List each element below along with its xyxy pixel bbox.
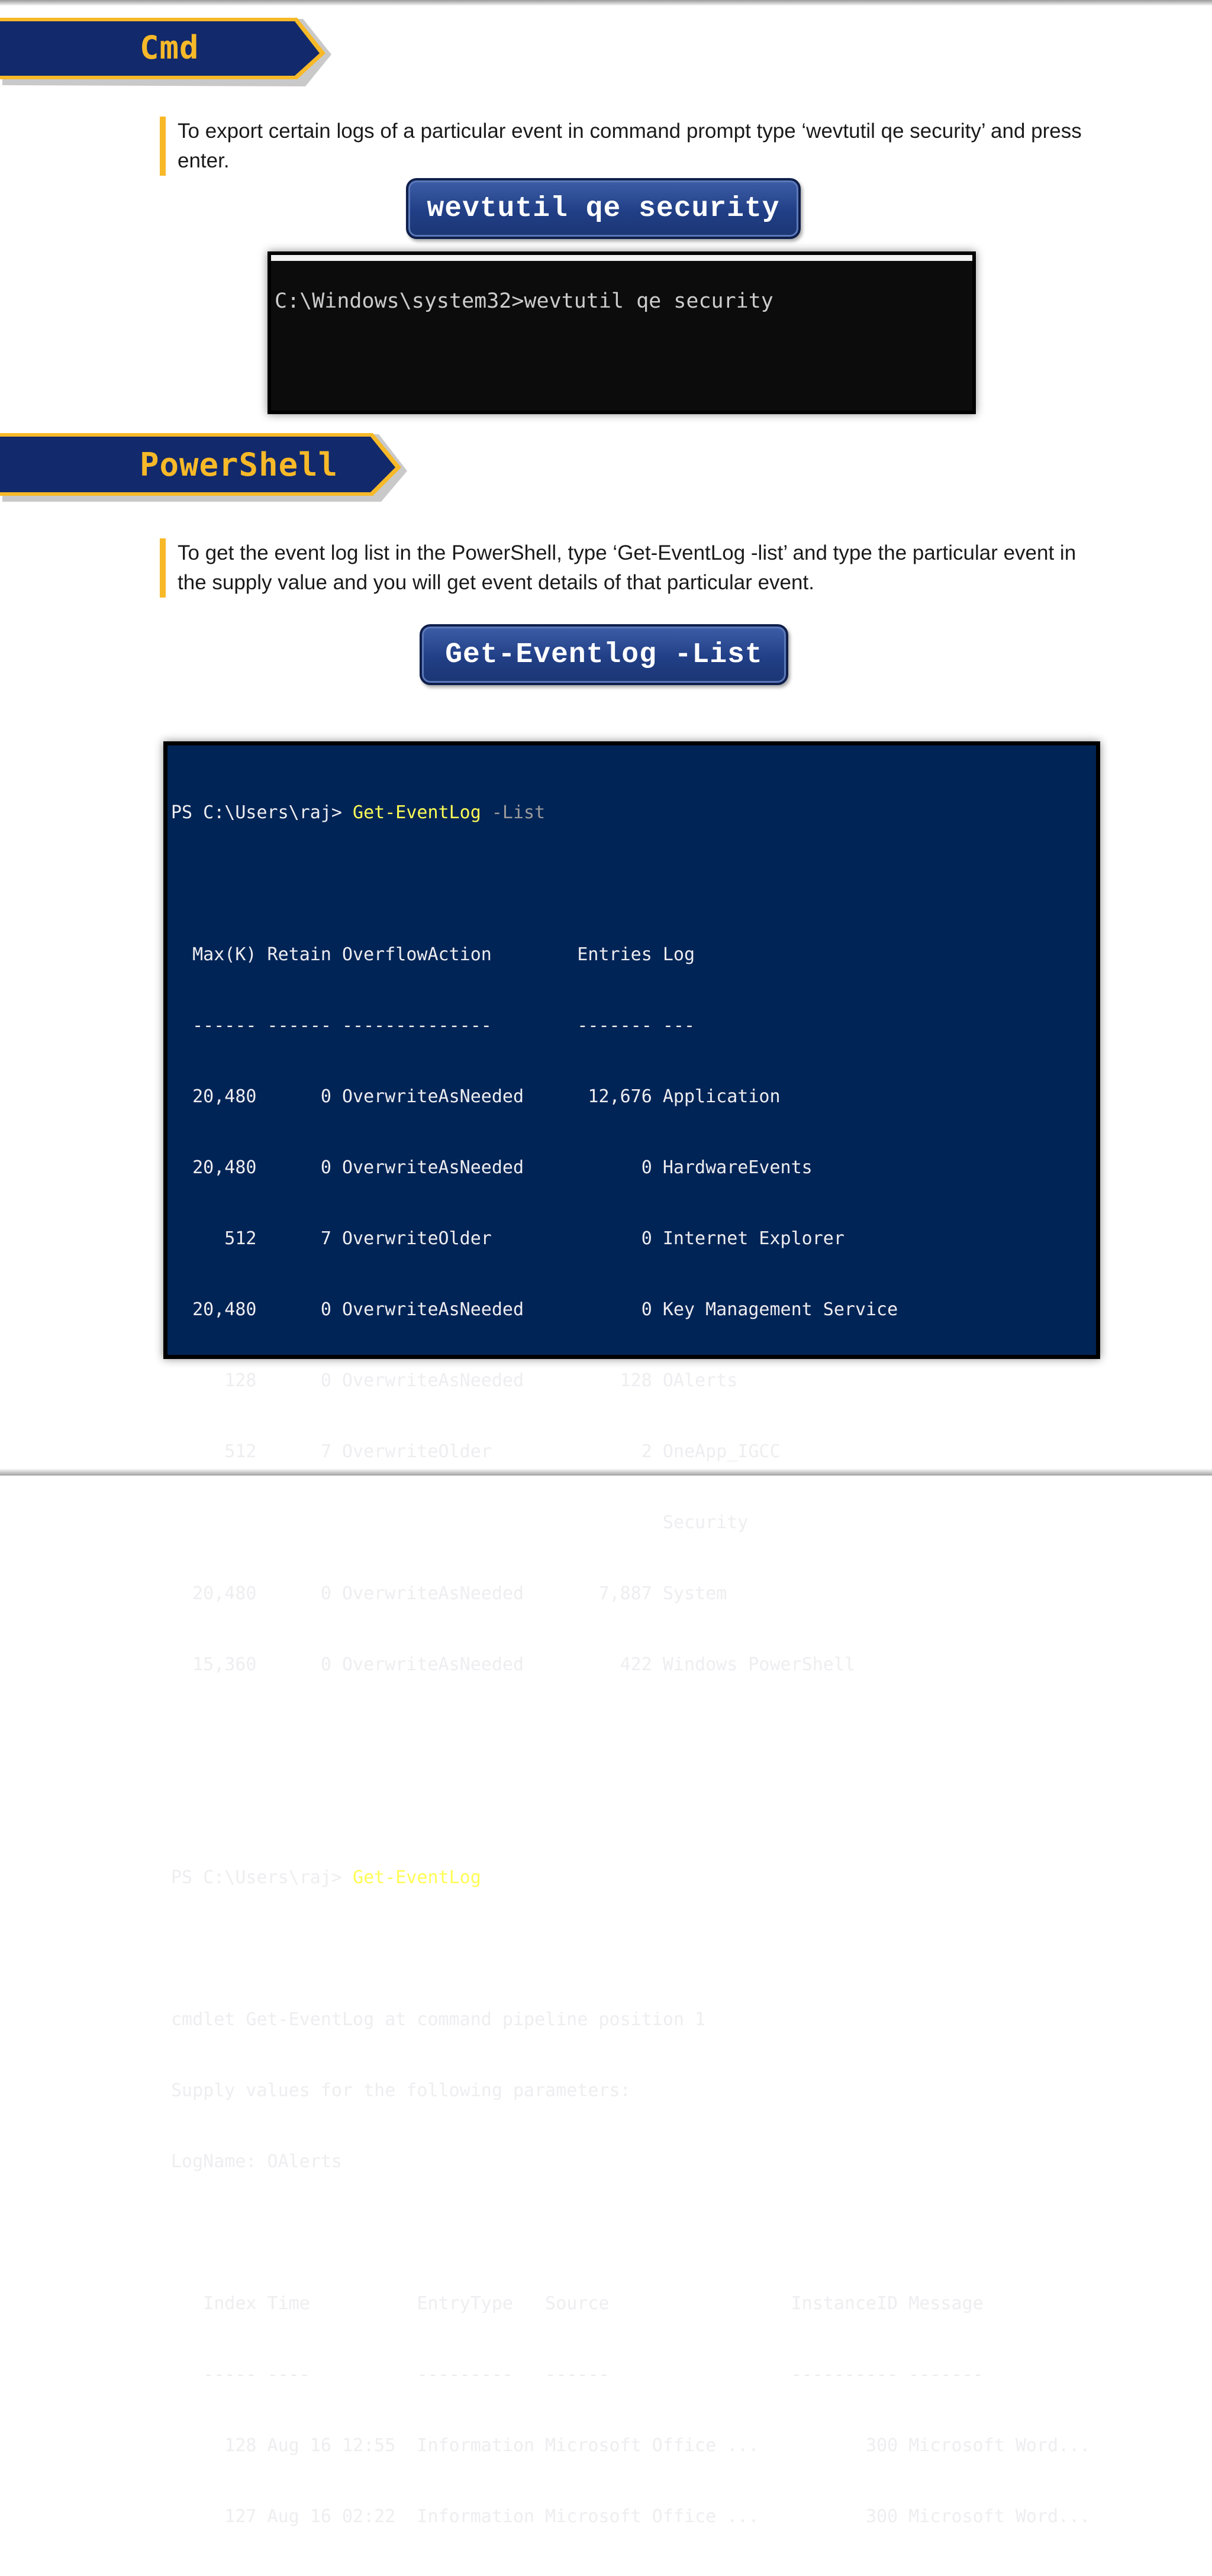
cmd-command-pill: wevtutil qe security <box>406 178 801 239</box>
ps-blank-line <box>171 1937 1090 1961</box>
page-top-edge <box>0 0 1212 6</box>
ps-command-text: Get-EventLog <box>353 1867 481 1888</box>
eventlog-list-row: Security <box>171 1512 749 1533</box>
ps-prompt-text: PS C:\Users\raj> <box>171 1867 353 1888</box>
eventlog-list-row: 15,360 0 OverwriteAsNeeded 422 Windows PowerShell <box>171 1654 855 1675</box>
powershell-instruction-paragraph: To get the event log list in the PowerShell, type ‘Get-EventLog -list’ and type the particular event in the supply value and you will get event details of that particular event. <box>160 538 1089 598</box>
eventlog-list-divider: ------ ------ -------------- ------- --- <box>171 1015 695 1036</box>
ps-argument-text: -List <box>481 802 546 823</box>
cmd-section-banner <box>0 8 331 82</box>
eventlog-list-header: Max(K) Retain OverflowAction Entries Log <box>171 944 695 965</box>
ps-blank-line <box>171 1724 1090 1748</box>
eventlog-list-row: 128 0 OverwriteAsNeeded 128 OAlerts <box>171 1370 738 1391</box>
eventlog-list-row: 20,480 0 OverwriteAsNeeded 0 HardwareEvents <box>171 1157 813 1178</box>
cmd-terminal-titlebar <box>271 255 972 261</box>
cmd-instruction-paragraph: To export certain logs of a particular event in command prompt type ‘wevtutil qe security’ and press enter. <box>160 117 1089 176</box>
eventlog-list-row: 20,480 0 OverwriteAsNeeded 0 Key Management Service <box>171 1299 898 1320</box>
cmdlet-info-line: cmdlet Get-EventLog at command pipeline position 1 <box>171 2009 706 2030</box>
ps-blank-line <box>171 2221 1090 2245</box>
eventlog-list-row: 512 7 OverwriteOlder 2 OneApp_IGCC <box>171 1441 781 1462</box>
ps-blank-line <box>171 1795 1090 1819</box>
cmd-terminal-window <box>267 251 976 414</box>
cmd-section-title: Cmd <box>140 28 199 66</box>
powershell-terminal-output <box>171 754 1090 2576</box>
eventlog-list-row: 20,480 0 OverwriteAsNeeded 12,676 Application <box>171 1086 781 1107</box>
powershell-section-banner <box>0 426 408 499</box>
eventlog-list-row: 20,480 0 OverwriteAsNeeded 7,887 System <box>171 1583 727 1604</box>
cmd-terminal-line: C:\Windows\system32>wevtutil qe security <box>275 289 773 313</box>
event-table-row: 127 Aug 16 02:22 Information Microsoft Office ... 300 Microsoft Word... <box>171 2506 1091 2527</box>
supply-values-line: Supply values for the following parameters: <box>171 2080 631 2101</box>
logname-input-line: LogName: OAlerts <box>171 2151 342 2172</box>
powershell-command-pill: Get-Eventlog -List <box>420 624 788 685</box>
event-table-row: 128 Aug 16 12:55 Information Microsoft Office ... 300 Microsoft Word... <box>171 2435 1091 2456</box>
ps-command-text: Get-EventLog <box>353 802 481 823</box>
powershell-section-title: PowerShell <box>140 446 339 483</box>
event-table-divider: ----- ---- --------- ------ ---------- ------- <box>171 2364 984 2385</box>
ps-prompt-line <box>171 1866 1090 1890</box>
ps-blank-line <box>171 872 1090 896</box>
ps-prompt-line <box>171 801 1090 825</box>
powershell-terminal-window <box>163 741 1100 2527</box>
eventlog-list-row: 512 7 OverwriteOlder 0 Internet Explorer <box>171 1228 844 1249</box>
event-table-header: Index Time EntryType Source InstanceID Message <box>171 2293 984 2314</box>
ps-prompt-text: PS C:\Users\raj> <box>171 802 353 823</box>
page-bottom-edge <box>0 1468 1212 1476</box>
